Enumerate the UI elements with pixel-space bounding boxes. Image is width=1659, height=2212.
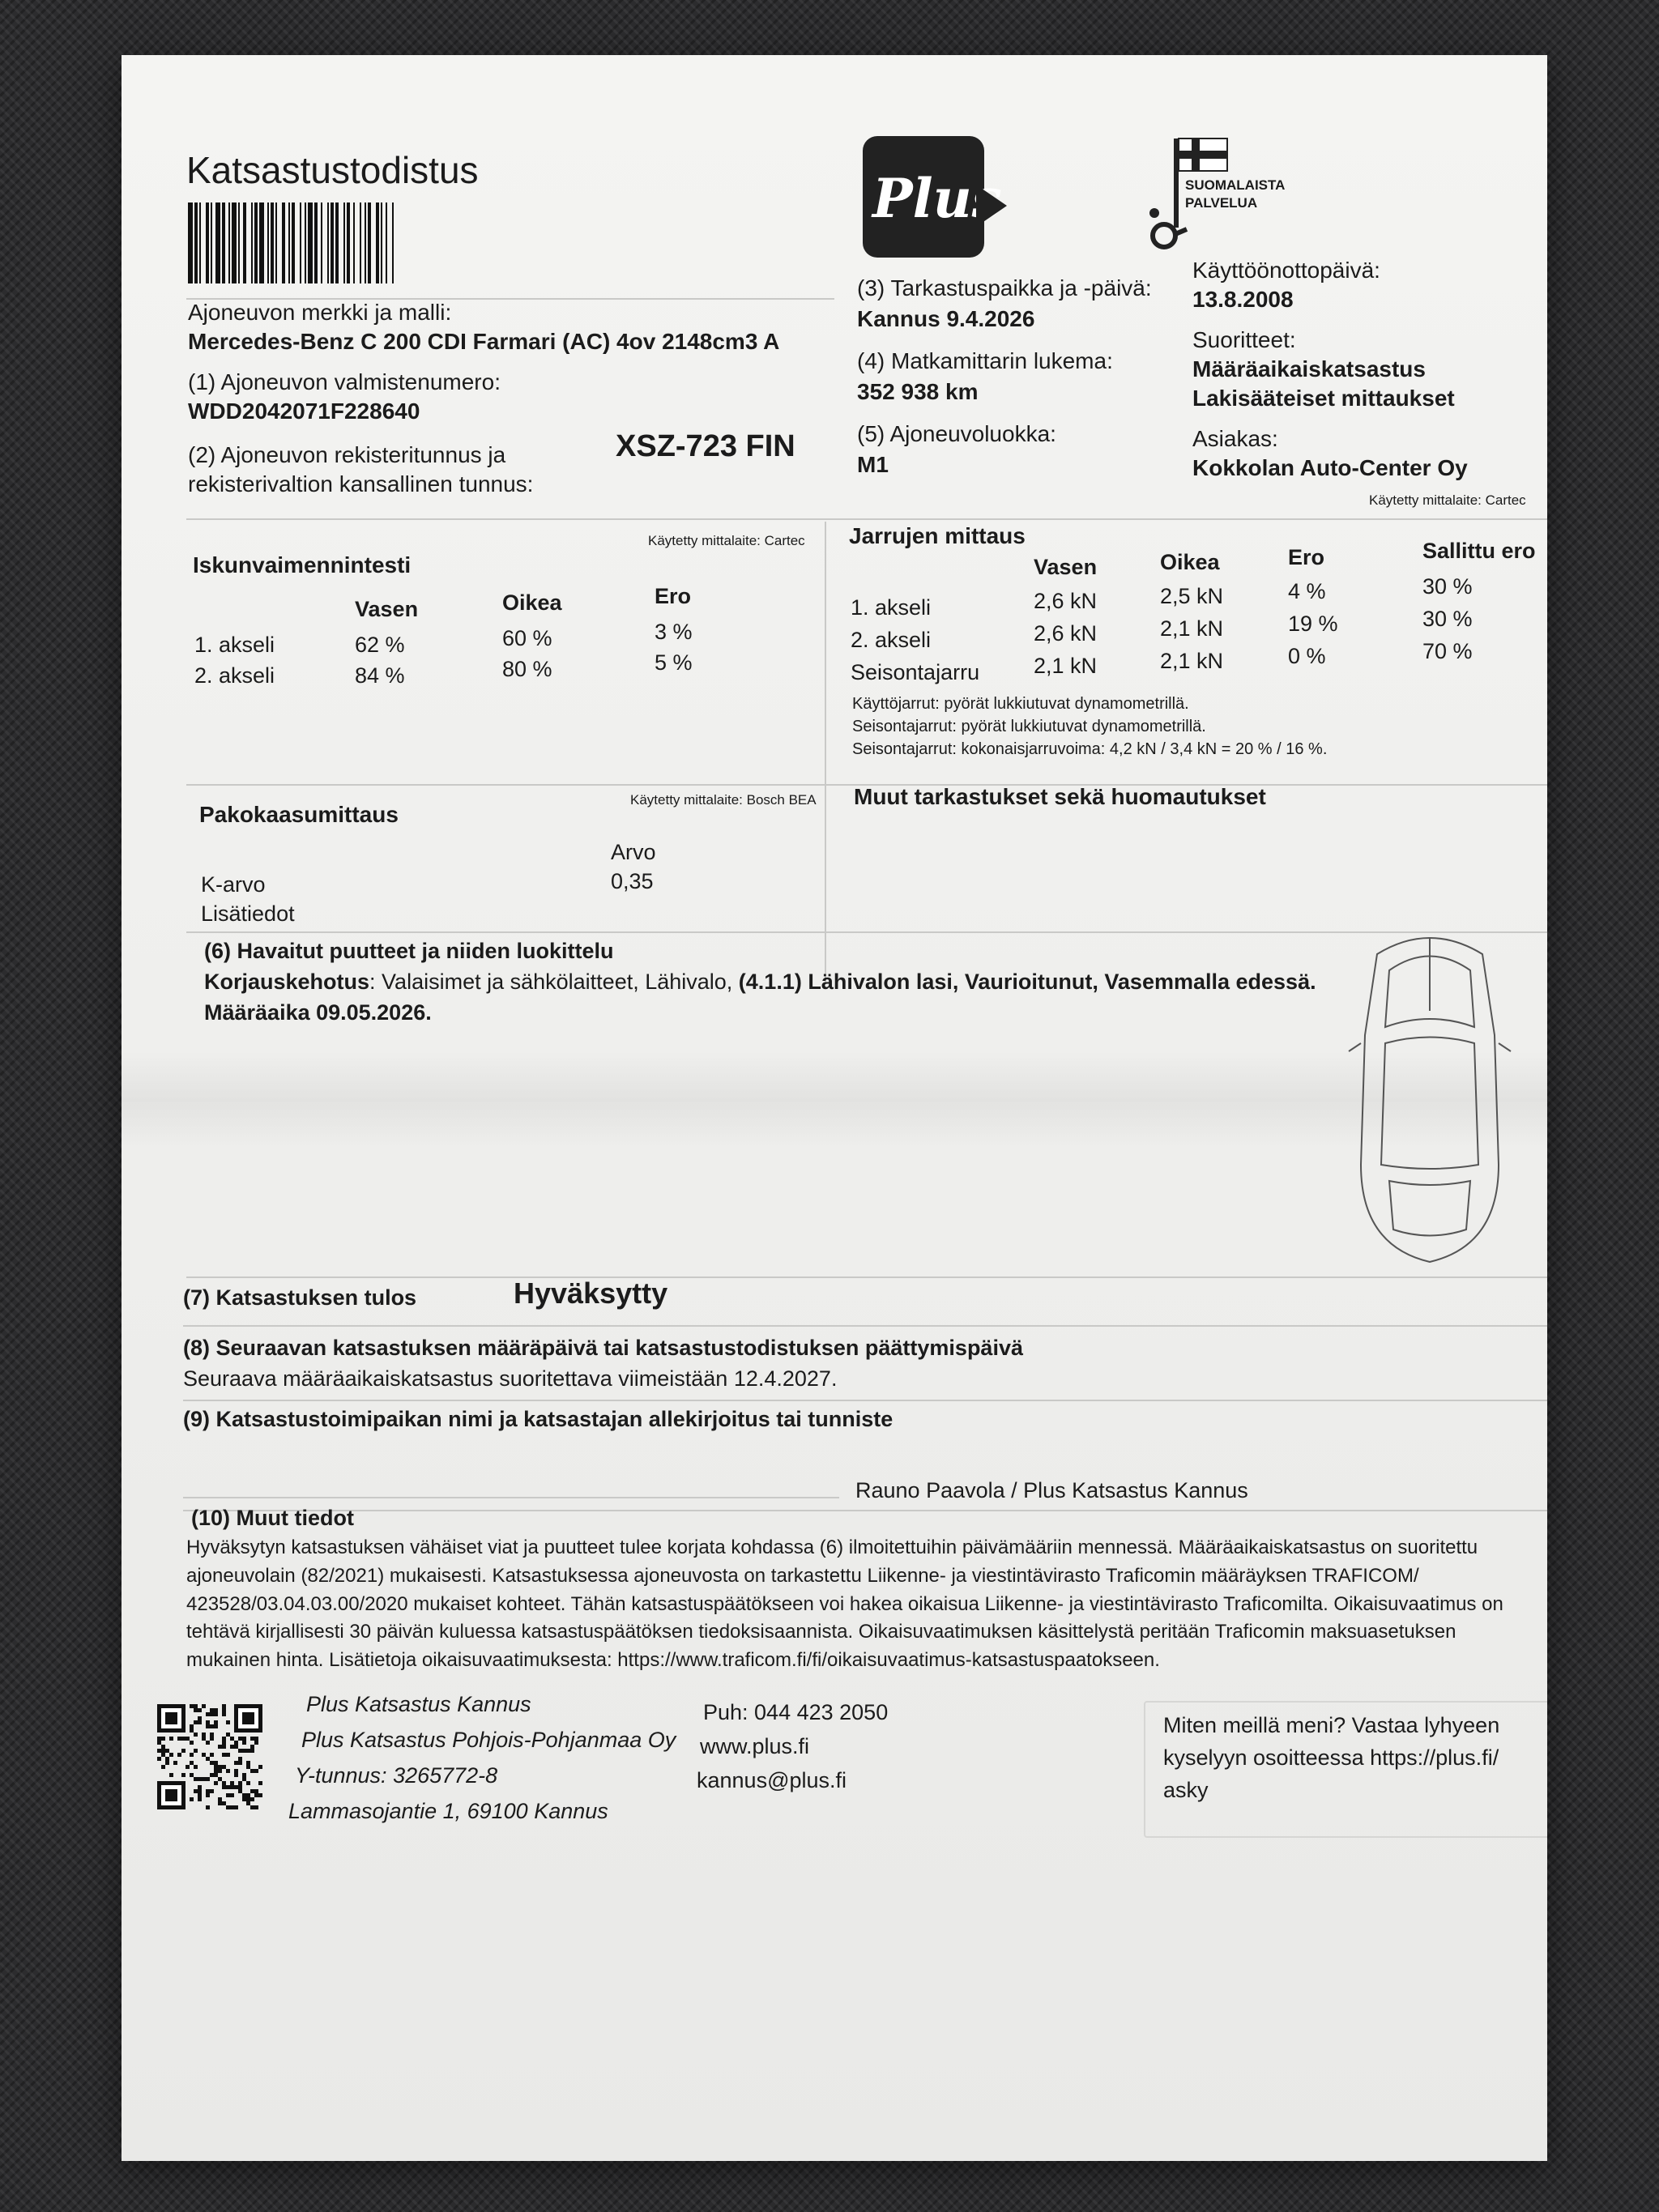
shock-col-left: Vasen (355, 597, 419, 621)
brakes-note-3: Seisontajarrut: kokonaisjarruvoima: 4,2 kN / 3,4 kN = 20 % / 16 %. (852, 740, 1328, 758)
survey-line-2: kyselyyn osoitteessa https://plus.fi/ (1163, 1745, 1499, 1770)
document-title: Katsastustodistus (186, 149, 479, 191)
intro-date-label: Käyttöönottopäivä: (1192, 258, 1380, 283)
brakes-col-allowed: Sallittu ero (1422, 539, 1536, 563)
suomalaista-palvelua-key-logo (1146, 132, 1308, 254)
place-label: (3) Tarkastuspaikka ja -päivä: (857, 275, 1152, 300)
key-logo-line-1: SUOMALAISTA (1185, 177, 1286, 193)
exhaust-extra-label: Lisätiedot (201, 901, 295, 926)
shock-row-2-right: 80 % (502, 657, 552, 681)
signature-label: (9) Katsastustoimipaikan nimi ja katsastajan allekirjoitus tai tunniste (183, 1407, 893, 1431)
top-device-note: Käytetty mittalaite: Cartec (1369, 492, 1526, 508)
reg-label-2: rekisterivaltion kansallinen tunnus: (188, 471, 534, 497)
shock-row-2-axle: 2. akseli (194, 663, 275, 688)
brakes-col-diff: Ero (1288, 545, 1325, 569)
footer-company-4: Lammasojantie 1, 69100 Kannus (288, 1799, 608, 1823)
performed-value-2: Lakisääteiset mittaukset (1192, 386, 1455, 411)
vin-value: WDD2042071F228640 (188, 399, 420, 424)
k-value-label: K-arvo (201, 872, 266, 897)
survey-box (1144, 1701, 1547, 1838)
brakes-row-2-right: 2,1 kN (1160, 616, 1224, 641)
exhaust-device-note: Käytetty mittalaite: Bosch BEA (630, 792, 817, 808)
vehicle-class-label: (5) Ajoneuvoluokka: (857, 421, 1056, 446)
defects-title: (6) Havaitut puutteet ja niiden luokittelu (204, 939, 614, 963)
brakes-row-1-diff: 4 % (1288, 579, 1326, 603)
defects-line-1 (204, 969, 1316, 996)
footer-company-2: Plus Katsastus Pohjois-Pohjanmaa Oy (301, 1728, 676, 1752)
brakes-row-3-left: 2,1 kN (1034, 654, 1098, 678)
brakes-row-2-axle: 2. akseli (851, 628, 932, 652)
next-inspection-label: (8) Seuraavan katsastuksen määräpäivä tai katsastustodistuksen päättymispäivä (183, 1336, 1023, 1360)
shock-row-1-left: 62 % (355, 633, 405, 657)
footer-company-1: Plus Katsastus Kannus (306, 1692, 531, 1716)
vin-label: (1) Ajoneuvon valmistenumero: (188, 369, 501, 394)
brakes-row-1-left: 2,6 kN (1034, 589, 1098, 613)
brakes-col-left: Vasen (1034, 555, 1098, 579)
defects-severity: Korjauskehotus (204, 970, 370, 994)
barcode (188, 202, 771, 283)
plus-logo-text: Plus (872, 167, 1002, 230)
car-top-view-diagram (1345, 922, 1515, 1270)
defects-category: : Valaisimet ja sähkölaitteet, Lähivalo, (369, 970, 739, 994)
brakes-row-3-diff: 0 % (1288, 644, 1326, 668)
shock-col-diff: Ero (655, 584, 692, 608)
result-value: Hyväksytty (514, 1276, 668, 1310)
footer-web: www.plus.fi (700, 1734, 810, 1758)
other-info-line-1: Hyväksytyn katsastuksen vähäiset viat ja puutteet tulee korjata kohdassa (6) ilmoitettuihin päivämääriin mennessä. Määräaikaiskatsastus on suoritettu (186, 1536, 1478, 1558)
other-info-line-2: ajoneuvolain (82/2021) mukaisesti. Katsastuksessa ajoneuvosta on tarkastettu Liikenne- ja viestintävirasto Traficomin määräyksen TRAFICOM/ (186, 1564, 1419, 1587)
client-value: Kokkolan Auto-Center Oy (1192, 455, 1468, 480)
brakes-note-1: Käyttöjarrut: pyörät lukkiutuvat dynamometrillä. (852, 695, 1189, 713)
key-logo-line-2: PALVELUA (1185, 195, 1258, 211)
signature-value: Rauno Paavola / Plus Katsastus Kannus (855, 1478, 1248, 1502)
defects-deadline: Määräaika 09.05.2026. (204, 1000, 432, 1025)
odometer-value: 352 938 km (857, 379, 979, 404)
shock-title: Iskunvaimennintesti (193, 552, 412, 578)
other-info-line-4: tehtävä kirjallisesti 30 päivän kuluessa katsastuspäätöksen tiedoksisaannista. Oikaisuvaatimuksen käsittelystä peritään Traficomin maksuasetuksen (186, 1621, 1456, 1643)
shock-device-note: Käytetty mittalaite: Cartec (648, 533, 805, 548)
brakes-row-2-allowed: 30 % (1422, 607, 1473, 631)
brakes-row-2-left: 2,6 kN (1034, 621, 1098, 646)
exhaust-col-value: Arvo (611, 840, 656, 864)
qr-code (157, 1704, 262, 1809)
shock-row-2-left: 84 % (355, 663, 405, 688)
performed-value-1: Määräaikaiskatsastus (1192, 356, 1426, 381)
brakes-note-2: Seisontajarrut: pyörät lukkiutuvat dynamometrillä. (852, 718, 1206, 735)
other-checks-title: Muut tarkastukset sekä huomautukset (854, 784, 1266, 809)
brakes-row-2-diff: 19 % (1288, 612, 1338, 636)
brakes-title: Jarrujen mittaus (849, 523, 1026, 548)
client-label: Asiakas: (1192, 426, 1278, 451)
other-info-line-3: 423528/03.04.03.00/2020 mukaiset kohteet. Tähän katsastuspäätökseen voi hakea oikaisua Liikenne- ja viestintävirasto Traficomilta. Oikaisuvaatimus on (186, 1592, 1503, 1615)
shock-col-right: Oikea (502, 590, 562, 615)
exhaust-title: Pakokaasumittaus (199, 802, 399, 827)
reg-label-1: (2) Ajoneuvon rekisteritunnus ja (188, 442, 506, 467)
make-value: Mercedes-Benz C 200 CDI Farmari (AC) 4ov 2148cm3 A (188, 329, 780, 354)
place-value: Kannus 9.4.2026 (857, 306, 1035, 331)
k-value: 0,35 (611, 869, 654, 893)
brakes-row-3-right: 2,1 kN (1160, 649, 1224, 673)
inspection-certificate (122, 55, 1547, 2161)
plus-logo (863, 136, 1017, 258)
reg-value: XSZ-723 FIN (616, 429, 795, 463)
defects-detail: (4.1.1) Lähivalon lasi, Vaurioitunut, Vasemmalla edessä. (738, 970, 1316, 994)
survey-line-1: Miten meillä meni? Vastaa lyhyeen (1163, 1713, 1500, 1737)
other-info-text (186, 1534, 1547, 1675)
survey-line-3: asky (1163, 1778, 1209, 1802)
intro-date-value: 13.8.2008 (1192, 287, 1294, 312)
shock-row-1-axle: 1. akseli (194, 633, 275, 657)
result-label: (7) Katsastuksen tulos (183, 1285, 417, 1310)
other-info-line-5: mukainen hinta. Lisätietoja oikaisuvaatimuksesta: https://www.traficom.fi/fi/oikaisuvaatimus-katsastuspaatokseen. (186, 1649, 1160, 1672)
brakes-row-3-axle: Seisontajarru (851, 660, 980, 684)
odometer-label: (4) Matkamittarin lukema: (857, 348, 1113, 373)
brakes-row-3-allowed: 70 % (1422, 639, 1473, 663)
shock-row-1-right: 60 % (502, 626, 552, 650)
performed-label: Suoritteet: (1192, 327, 1296, 352)
footer-email: kannus@plus.fi (697, 1768, 847, 1792)
other-info-label: (10) Muut tiedot (191, 1506, 354, 1530)
make-label: Ajoneuvon merkki ja malli: (188, 300, 452, 325)
shock-row-2-diff: 5 % (655, 650, 693, 675)
brakes-row-1-allowed: 30 % (1422, 574, 1473, 599)
next-inspection-value: Seuraava määräaikaiskatsastus suoritettava viimeistään 12.4.2027. (183, 1366, 838, 1391)
brakes-row-1-axle: 1. akseli (851, 595, 932, 620)
footer-phone: Puh: 044 423 2050 (703, 1700, 889, 1724)
brakes-col-right: Oikea (1160, 550, 1220, 574)
vehicle-class-value: M1 (857, 452, 889, 477)
brakes-row-1-right: 2,5 kN (1160, 584, 1224, 608)
footer-company-3: Y-tunnus: 3265772-8 (295, 1763, 498, 1788)
shock-row-1-diff: 3 % (655, 620, 693, 644)
